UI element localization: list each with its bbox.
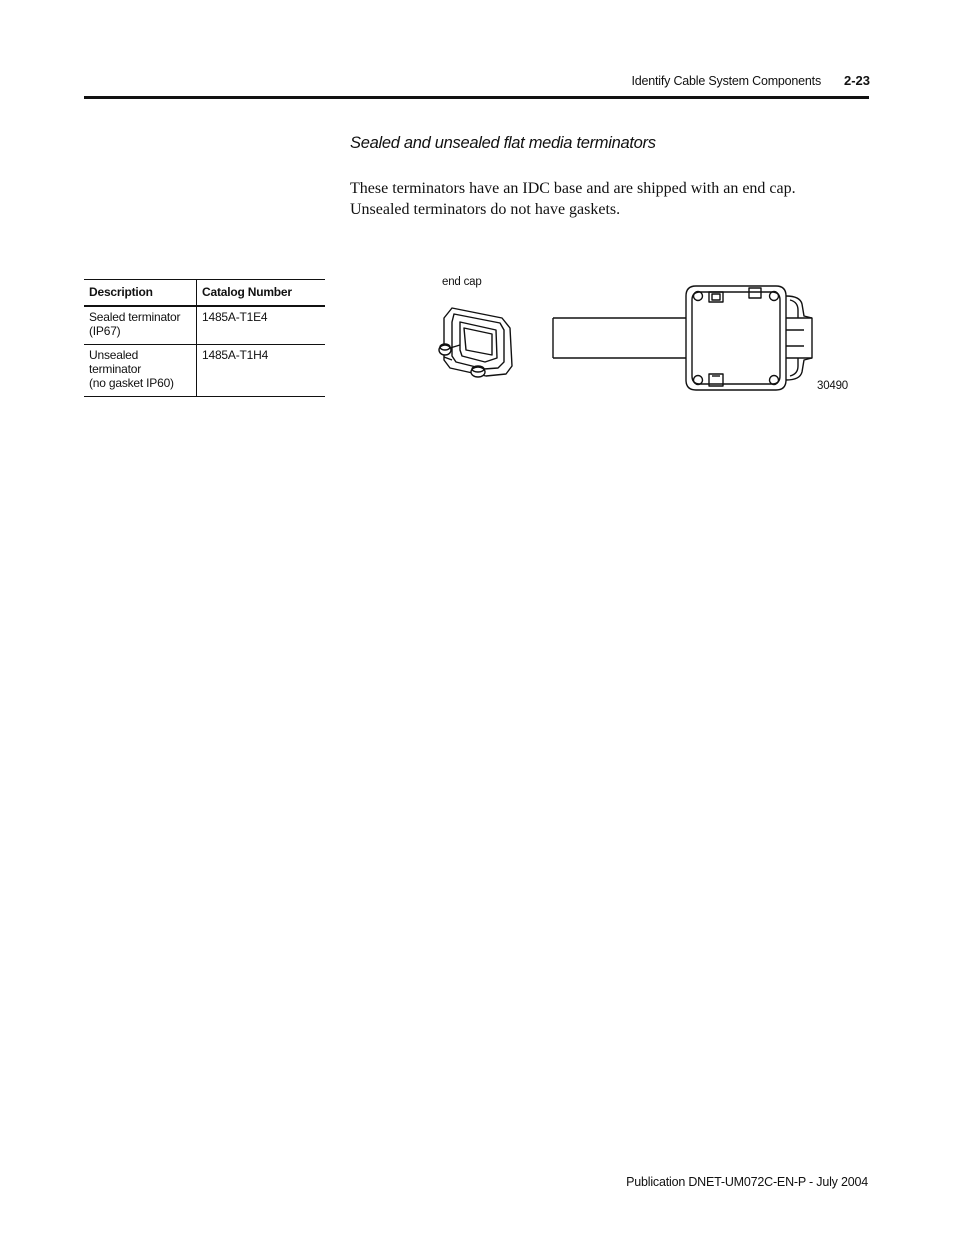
table-row	[84, 306, 325, 345]
body-line-2: Unsealed terminators do not have gaskets.	[350, 201, 621, 218]
cell-description: Sealed terminator (IP67)	[84, 306, 197, 345]
catalog-table	[84, 279, 325, 397]
table-row	[84, 345, 325, 397]
header-rule	[84, 96, 869, 99]
running-header-title: Identify Cable System Components	[631, 74, 821, 88]
end-cap-drawing	[430, 300, 525, 390]
figure-number: 30490	[817, 380, 848, 392]
cell-description: Unsealed terminator (no gasket IP60)	[84, 345, 197, 397]
table-header-row	[84, 280, 325, 307]
page-number: 2-23	[844, 73, 871, 88]
column-header-description: Description	[84, 280, 197, 307]
terminator-drawing	[550, 282, 820, 397]
section-heading: Sealed and unsealed flat media terminators	[350, 134, 656, 152]
column-header-catalog-number: Catalog Number	[197, 280, 326, 307]
end-cap-callout: end cap	[442, 276, 482, 288]
publication-footer: Publication DNET-UM072C-EN-P - July 2004	[626, 1175, 868, 1189]
cell-catalog-number: 1485A-T1H4	[197, 345, 326, 397]
cell-catalog-number: 1485A-T1E4	[197, 306, 326, 345]
body-line-1: These terminators have an IDC base and are shipped with an end cap.	[350, 180, 796, 197]
body-paragraph	[350, 178, 870, 220]
